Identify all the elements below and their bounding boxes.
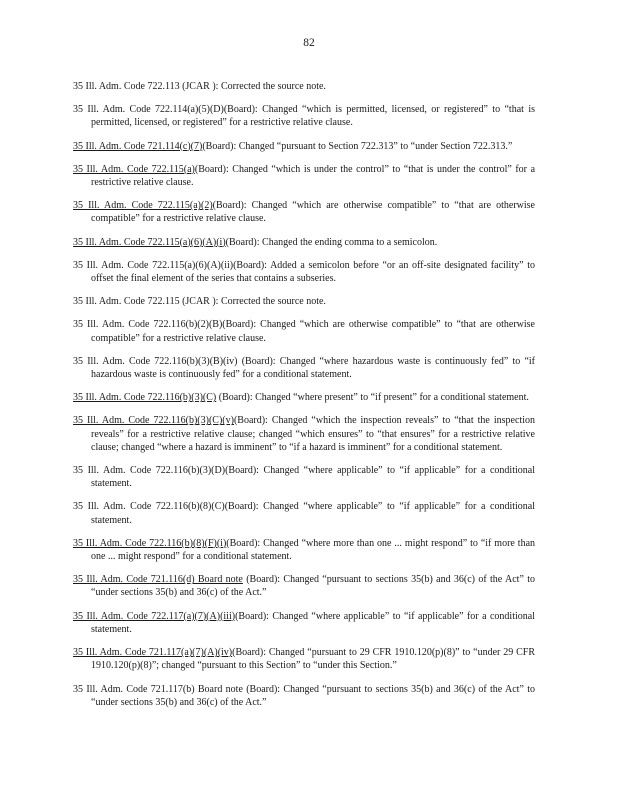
amendment-entry [73,610,535,636]
amendment-entry [73,500,535,526]
amendment-entry [73,318,535,344]
amendment-text: (Board): Changed “pursuant to Section 722.313” to “under Section 722.313.” [202,140,513,152]
page-number: 82 [303,37,315,49]
amendment-entry [73,355,535,381]
amendment-text: 35 Ill. Adm. Code 721.117(b) Board note (Board): Changed “pursuant to sections 35(b) and 36(c) of the Act” to “under sections 35(b) and 36(c) of the Act.” [73,683,535,708]
amendment-text: 35 Ill. Adm. Code 722.116(b)(8)(C)(Board): Changed “where applicable” to “if applicable” for a conditional statement. [73,501,535,526]
amendment-citation: 35 Ill. Adm. Code 722.115(a)(6)(A)(i) [73,236,226,248]
amendment-text: 35 Ill. Adm. Code 722.115 (JCAR ): Corrected the source note. [73,296,326,308]
amendment-entry [73,683,535,709]
amendment-text: 35 Ill. Adm. Code 722.114(a)(5)(D)(Board): Changed “which is permitted, licensed, or registered” to “that is permitted, licensed, or registered” for a restrictive relative clause. [73,104,535,129]
amendment-text: 35 Ill. Adm. Code 722.115(a)(6)(A)(ii)(Board): Added a semicolon before “or an off-site designated facility” to offset the final element of the series that contains a subseries. [73,259,535,285]
amendment-citation: 35 Ill. Adm. Code 721.117(a)(7)(A)(iv) [73,647,233,659]
amendment-text: 35 Ill. Adm. Code 722.116(b)(2)(B)(Board): Changed “which are otherwise compatible” to “that are otherwise compatible” for a restrictive relative clause. [73,319,535,344]
amendment-list [73,70,535,714]
amendment-citation: 35 Ill. Adm. Code 721.116(d) Board note [73,574,243,586]
amendment-entry [73,80,535,93]
amendment-text: (Board): Changed “where more than one ... might respond” to “if more than one ... might respond” for a conditional statement. [91,537,536,563]
amendment-entry [73,414,535,454]
amendment-entry [73,163,535,189]
amendment-citation: 35 Ill. Adm. Code 722.116(b)(8)(F)(i) [73,537,227,549]
amendment-entry [73,464,535,490]
amendment-entry [73,295,535,308]
amendment-citation: 35 Ill. Adm. Code 722.116(b)(3)(C) [73,392,217,404]
amendment-entry [73,573,535,599]
amendment-text: (Board): Changed “which the inspection reveals” to “that the inspection reveals” for a restrictive relative clause; changed “which ensures” to “that ensures” for a restrictive relative clause; changed “where a hazard is imminent” to “if a hazard is imminent” for a conditional statement. [91,415,535,453]
amendment-citation: 35 Ill. Adm. Code 722.117(a)(7)(A)(iii) [73,610,236,622]
amendment-text: (Board): Changed “where present” to “if present” for a conditional statement. [216,392,529,404]
amendment-entry [73,537,535,563]
amendment-citation: 35 Ill. Adm. Code 722.115(a) [73,163,195,175]
amendment-text: (Board): Changed “pursuant to 29 CFR 1910.120(p)(8)” to “under 29 CFR 1910.120(p)(8)”; changed “pursuant to this Section” to “under this Section.” [91,647,535,672]
amendment-entry [73,140,535,153]
amendment-text: (Board): Changed “which is under the control” to “that is under the control” for a restrictive relative clause. [91,163,536,189]
amendment-entry [73,646,535,672]
amendment-entry [73,103,535,129]
amendment-entry [73,259,535,285]
amendment-text: 35 Ill. Adm. Code 722.116(b)(3)(B)(iv) (Board): Changed “where hazardous waste is continuously fed” to “if hazardous waste is continuously fed” for a conditional statement. [73,355,535,381]
amendment-citation: 35 Ill. Adm. Code 722.115(a)(2) [73,200,213,212]
amendment-text: (Board): Changed the ending comma to a semicolon. [225,236,438,248]
amendment-entry [73,199,535,225]
amendment-text: (Board): Changed “which are otherwise compatible” to “that are otherwise compatible” for a restrictive relative clause. [91,200,535,225]
amendment-entry [73,236,535,249]
amendment-entry [73,391,535,404]
amendment-citation: 35 Ill. Adm. Code 722.116(b)(3)(C)(v) [73,415,234,427]
amendment-text: 35 Ill. Adm. Code 722.113 (JCAR ): Corrected the source note. [73,81,326,92]
amendment-text: (Board): Changed “pursuant to sections 35(b) and 36(c) of the Act” to “under sections 35(b) and 36(c) of the Act.” [91,574,535,599]
amendment-text: (Board): Changed “where applicable” to “if applicable” for a conditional statement. [91,610,535,635]
amendment-text: 35 Ill. Adm. Code 722.116(b)(3)(D)(Board): Changed “where applicable” to “if applicable” for a conditional statement. [73,465,535,490]
amendment-citation: 35 Ill. Adm. Code 721.114(c)(7) [73,140,203,152]
